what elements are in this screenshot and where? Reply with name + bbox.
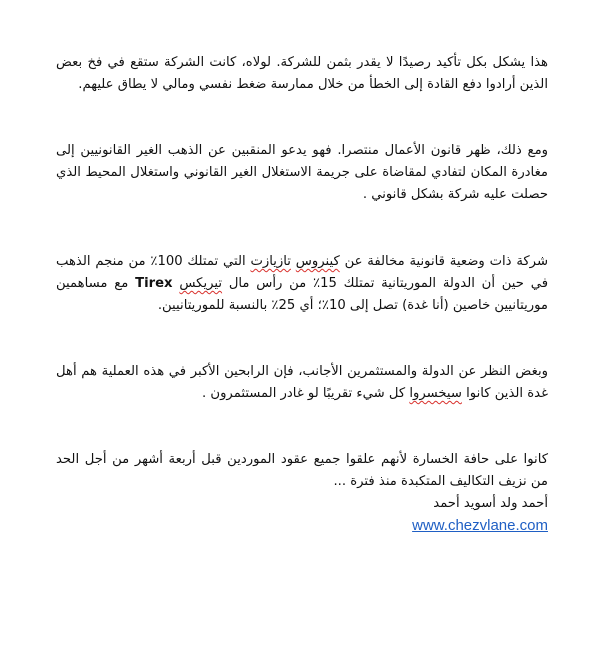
paragraph-2 xyxy=(56,140,548,206)
paragraph-5 xyxy=(56,449,548,493)
author-signature: أحمد ولد أسويد أحمد xyxy=(433,496,548,511)
paragraph-4-text-a: وبغض النظر عن الدولة والمستثمرين الأجانب، فإن الرابحين الأكبر في هذه العملية هم أهل غدة الذين كانوا xyxy=(56,364,548,401)
spellcheck-word-kinross[interactable]: كينروس xyxy=(295,254,340,269)
company-name-tirex: Tirex xyxy=(135,276,173,291)
website-link-text[interactable]: www.chezvlane.com xyxy=(412,517,548,534)
paragraph-3-text-c: مع مساهمين موريتانيين خاصين (أنا غدة) تصل إلى 10٪؛ أي 25٪ بالنسبة للموريتانيين. xyxy=(56,276,548,313)
spellcheck-word-tirex-arabic[interactable]: تيريكس xyxy=(179,276,223,291)
paragraph-2-text: ومع ذلك، ظهر قانون الأعمال منتصرا. فهو يدعو المنقبين عن الذهب الغير القانونيين إلى مغادرة المكان لتفادي لمقاضاة على جريمة الاستغلال الغير القانوني واستغلال المحيط الذي حصلت عليه شركة بشكل قانوني . xyxy=(56,143,548,202)
paragraph-3-text-a: شركة ذات وضعية قانونية مخالفة عن xyxy=(339,254,549,269)
document-page xyxy=(56,52,548,537)
paragraph-4 xyxy=(56,361,548,405)
paragraph-4-text-b: كل شيء تقريبًا لو غادر المستثمرون . xyxy=(202,386,410,401)
website-link[interactable] xyxy=(56,515,548,537)
paragraph-5-text: كانوا على حافة الخسارة لأنهم علقوا جميع عقود الموردين قبل أربعة أشهر من أجل الحد من نزيف التكاليف المتكبدة منذ فترة ... xyxy=(56,452,548,489)
spellcheck-word-sayakhsarou[interactable]: سيخسروا xyxy=(409,386,462,401)
spellcheck-word-tasiast[interactable]: تازيازت xyxy=(250,254,291,269)
paragraph-1-text: هذا يشكل بكل تأكيد رصيدًا لا يقدر بثمن للشركة. لولاه، كانت الشركة ستقع في فخ بعض الذين أرادوا دفع القادة إلى الخطأ من خلال ممارسة ضغط نفسي ومالي لا يطاق عليهم. xyxy=(56,55,548,92)
paragraph-3 xyxy=(56,251,548,317)
paragraph-1 xyxy=(56,52,548,96)
paragraph-3-text-b: التي تمتلك 100٪ من منجم الذهب في حين أن الدولة الموريتانية تمتلك 15٪ من رأس مال xyxy=(56,254,549,291)
